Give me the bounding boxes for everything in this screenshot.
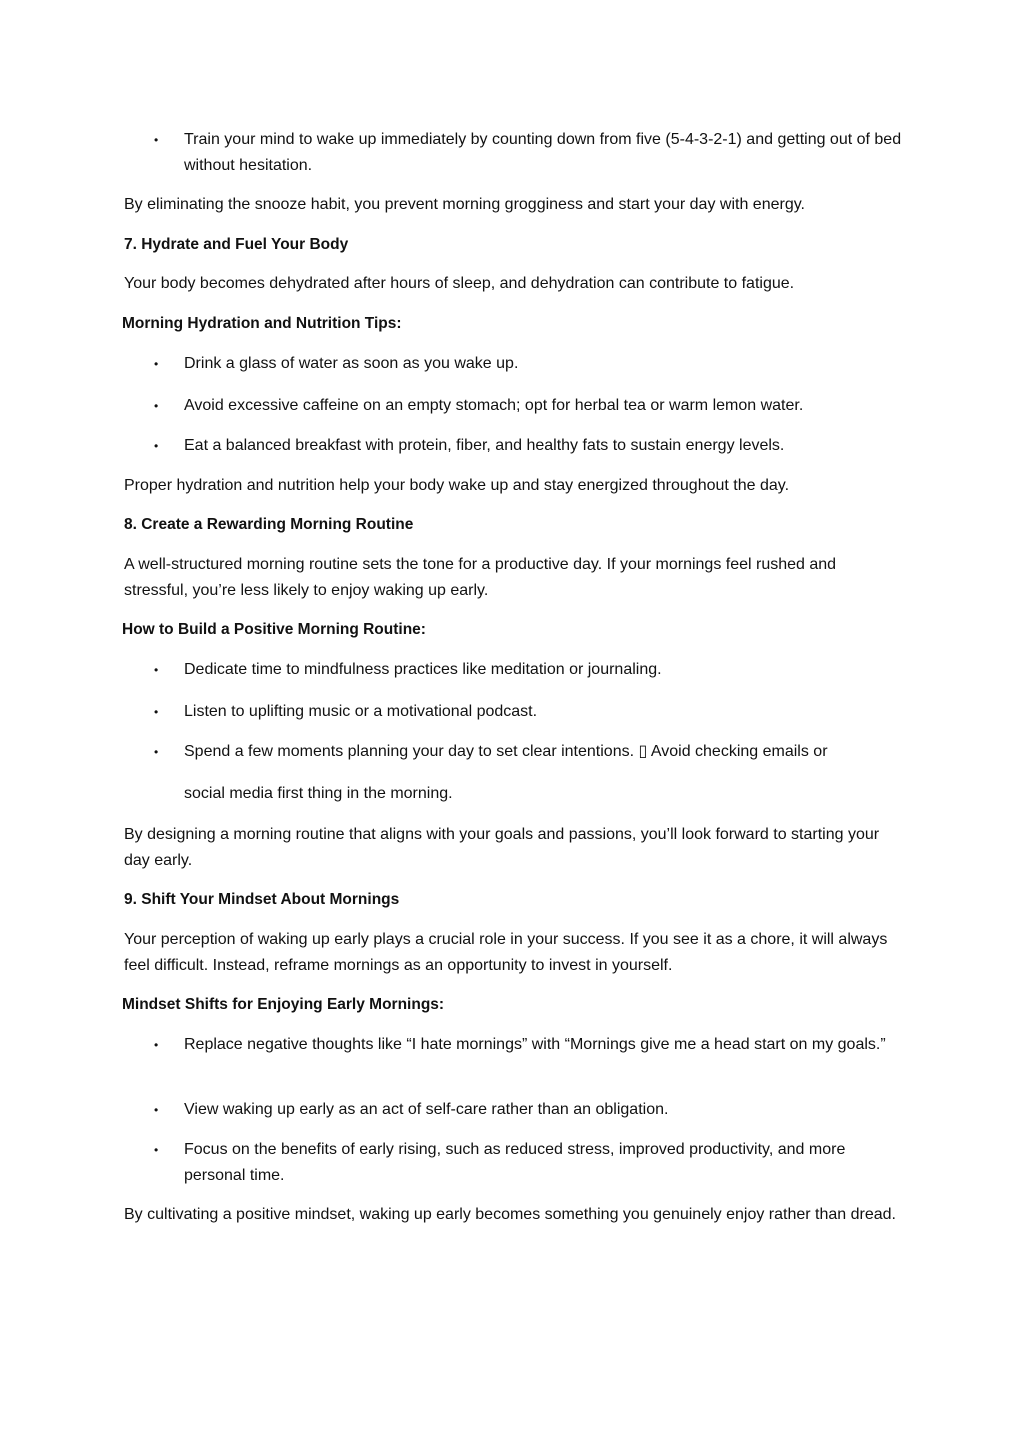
list-item-text: Listen to uplifting music or a motivational podcast. <box>184 703 538 720</box>
list-item <box>154 699 904 725</box>
list-item-text: Spend a few moments planning your day to set clear intentions. ▯ Avoid checking emails or <box>184 743 828 760</box>
list-item <box>154 1032 904 1058</box>
bullet-icon: • <box>154 705 159 719</box>
bullet-icon: • <box>154 1143 159 1157</box>
list-item-text: Avoid excessive caffeine on an empty stomach; opt for herbal tea or warm lemon water. <box>184 397 804 414</box>
section-heading-9: 9. Shift Your Mindset About Mornings <box>124 891 400 908</box>
list-item-text: Train your mind to wake up immediately by counting down from five (5-4-3-2-1) and getting out of bed without hesitation. <box>184 131 902 174</box>
list-item-text: Eat a balanced breakfast with protein, fiber, and healthy fats to sustain energy levels. <box>184 437 785 454</box>
bullet-icon: • <box>154 357 159 371</box>
list-item-text: Replace negative thoughts like “I hate mornings” with “Mornings give me a head start on my goals.” <box>184 1036 886 1053</box>
list-item <box>154 433 904 459</box>
section-heading-8: 8. Create a Rewarding Morning Routine <box>124 516 414 533</box>
list-item <box>154 739 904 765</box>
list-item <box>154 351 904 377</box>
list-item-text: Dedicate time to mindfulness practices like meditation or journaling. <box>184 661 662 678</box>
bullet-icon: • <box>154 439 159 453</box>
list-item-text: Drink a glass of water as soon as you wake up. <box>184 355 519 372</box>
list-item <box>154 1097 904 1123</box>
paragraph-snooze: By eliminating the snooze habit, you prevent morning grogginess and start your day with energy. <box>124 196 805 213</box>
paragraph-9: Your perception of waking up early plays a crucial role in your success. If you see it as a chore, it will always feel difficult. Instead, reframe mornings as an opportunity to invest in yourself. <box>124 931 888 974</box>
bullet-icon: • <box>154 663 159 677</box>
paragraph-7: Your body becomes dehydrated after hours of sleep, and dehydration can contribute to fatigue. <box>124 275 795 292</box>
paragraph-8: A well-structured morning routine sets the tone for a productive day. If your mornings feel rushed and stressful, you’re less likely to enjoy waking up early. <box>124 556 837 599</box>
list-item-text: View waking up early as an act of self-care rather than an obligation. <box>184 1101 669 1118</box>
list-item-text: Focus on the benefits of early rising, such as reduced stress, improved productivity, and more personal time. <box>184 1141 846 1184</box>
section-heading-7: 7. Hydrate and Fuel Your Body <box>124 236 349 253</box>
list-item-continuation: social media first thing in the morning. <box>184 785 453 802</box>
subheading-7: Morning Hydration and Nutrition Tips: <box>122 315 402 332</box>
list-item <box>154 657 904 683</box>
paragraph-7-end: Proper hydration and nutrition help your body wake up and stay energized throughout the day. <box>124 477 790 494</box>
list-item <box>154 1137 904 1189</box>
subheading-8: How to Build a Positive Morning Routine: <box>122 621 426 638</box>
paragraph-9-end: By cultivating a positive mindset, waking up early becomes something you genuinely enjoy rather than dread. <box>124 1206 896 1223</box>
subheading-9: Mindset Shifts for Enjoying Early Mornings: <box>122 996 445 1013</box>
bullet-icon: • <box>154 1038 159 1052</box>
bullet-icon: • <box>154 745 159 759</box>
list-item <box>154 393 904 419</box>
paragraph-8-end: By designing a morning routine that aligns with your goals and passions, you’ll look forward to starting your day early. <box>124 826 880 869</box>
list-item <box>154 127 904 179</box>
bullet-icon: • <box>154 399 159 413</box>
bullet-icon: • <box>154 1103 159 1117</box>
bullet-icon: • <box>154 133 159 147</box>
